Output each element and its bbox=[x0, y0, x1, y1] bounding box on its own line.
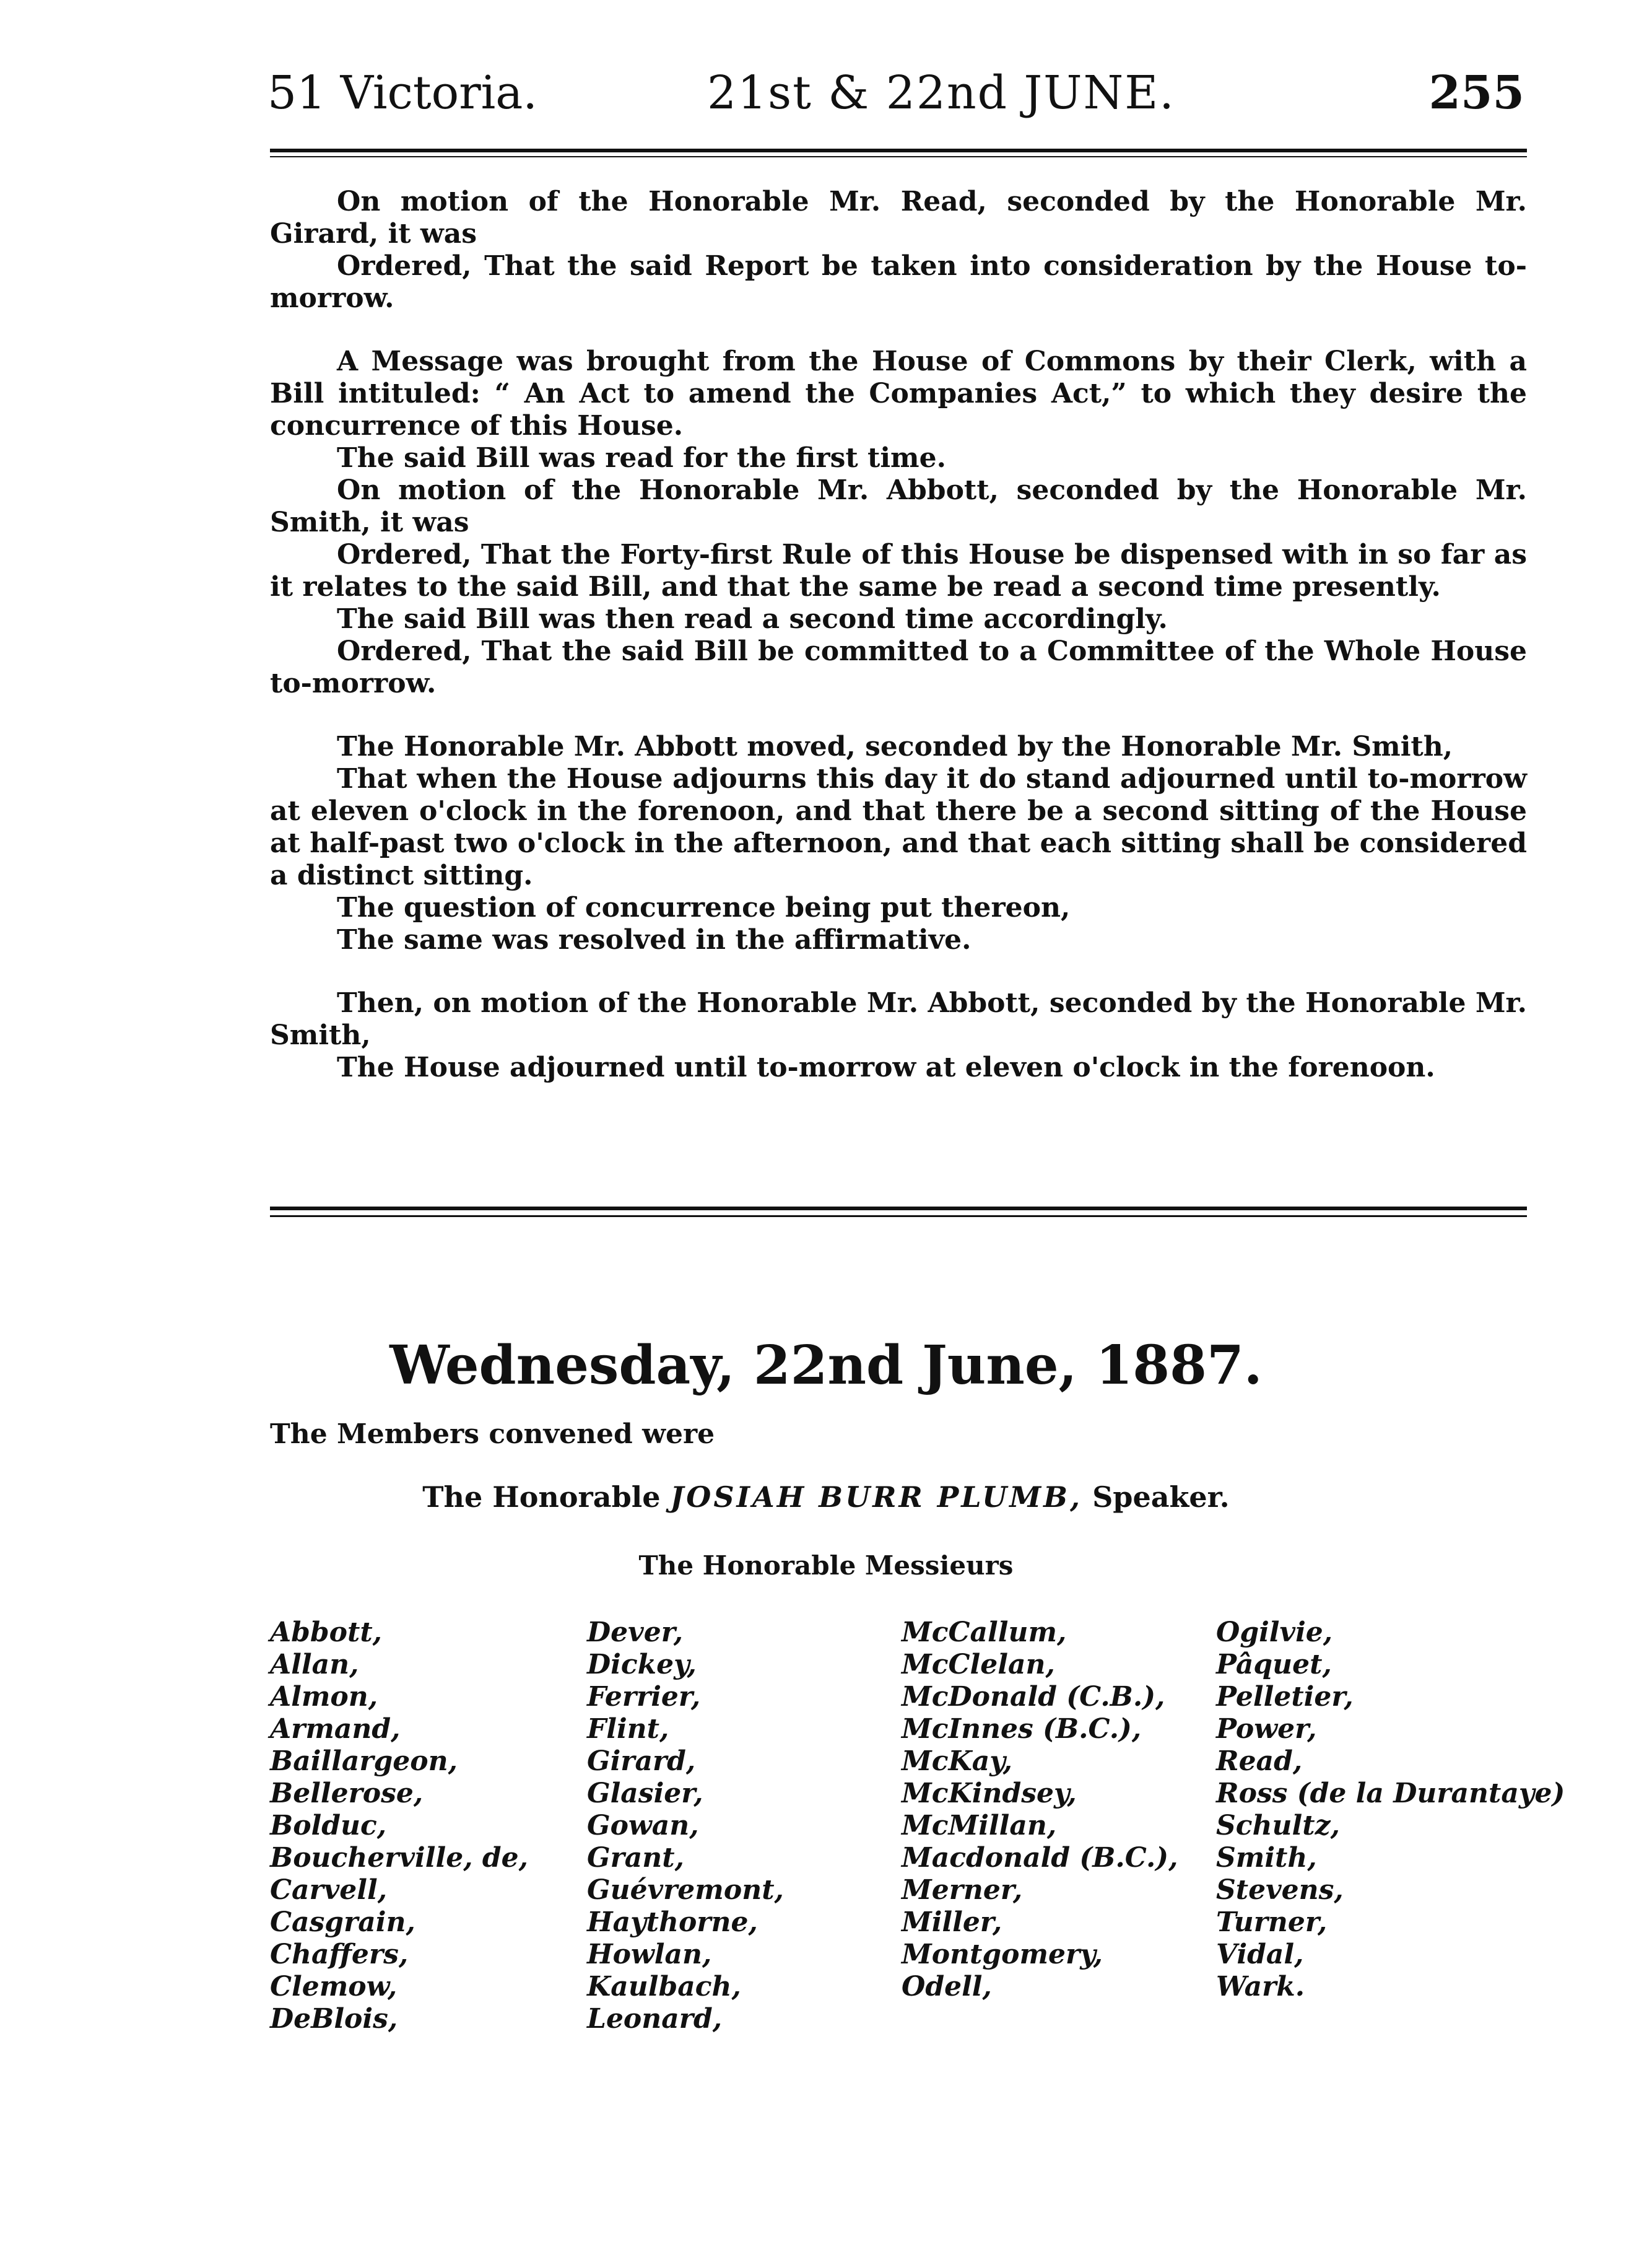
member-name: Carvell, bbox=[270, 1874, 388, 1906]
paragraph: The question of concurrence being put thereon, bbox=[337, 892, 1071, 923]
messieurs-heading: The Honorable Messieurs bbox=[638, 1550, 1014, 1581]
member-name: McKay, bbox=[902, 1745, 1012, 1777]
member-name: Ross (de la Durantaye) bbox=[1216, 1778, 1565, 1809]
header-regnal-year: 51 Victoria. bbox=[267, 66, 537, 120]
members-column-2 bbox=[587, 1617, 784, 2035]
member-name: Wark. bbox=[1216, 1971, 1305, 2002]
member-name: Haythorne, bbox=[587, 1906, 758, 1938]
member-name: Power, bbox=[1216, 1713, 1317, 1745]
header-dates: 21st & 22nd JUNE. bbox=[707, 66, 1175, 120]
sitting-date-heading: Wednesday, 22nd June, 1887. bbox=[389, 1334, 1263, 1397]
paragraph: The House adjourned until to-morrow at eleven o'clock in the forenoon. bbox=[337, 1052, 1435, 1083]
member-name: Grant, bbox=[587, 1842, 684, 1874]
speaker-name: JOSIAH BURR PLUMB, bbox=[670, 1480, 1083, 1514]
paragraph: Ordered, That the said Bill be committed to a Committee of the Whole House to-morrow. bbox=[270, 635, 1527, 699]
proceedings-june-21 bbox=[270, 186, 1527, 1084]
member-name: Guévremont, bbox=[587, 1874, 784, 1906]
paragraph: Then, on motion of the Honorable Mr. Abbott, seconded by the Honorable Mr. Smith, bbox=[270, 987, 1527, 1051]
member-name: Ogilvie, bbox=[1216, 1617, 1333, 1648]
member-name: Pâquet, bbox=[1216, 1649, 1332, 1680]
paragraph: On motion of the Honorable Mr. Read, seconded by the Honorable Mr. Girard, it was bbox=[270, 186, 1527, 250]
member-name: Montgomery, bbox=[902, 1939, 1103, 1970]
member-name: Chaffers, bbox=[270, 1939, 409, 1970]
member-name: Baillargeon, bbox=[270, 1745, 458, 1777]
member-name: Dever, bbox=[587, 1617, 684, 1648]
member-name: Smith, bbox=[1216, 1842, 1317, 1874]
paragraph: On motion of the Honorable Mr. Abbott, seconded by the Honorable Mr. Smith, it was bbox=[270, 474, 1527, 538]
member-name: Clemow, bbox=[270, 1971, 398, 2002]
member-name: Dickey, bbox=[587, 1649, 697, 1680]
member-name: Miller, bbox=[902, 1906, 1002, 1938]
member-name: Glasier, bbox=[587, 1778, 703, 1809]
member-name: McCallum, bbox=[902, 1617, 1067, 1648]
member-name: DeBlois, bbox=[270, 2003, 398, 2035]
member-name: Allan, bbox=[270, 1649, 359, 1680]
page-number: 255 bbox=[1428, 66, 1524, 120]
header-rule bbox=[270, 149, 1527, 152]
member-name: Casgrain, bbox=[270, 1906, 415, 1938]
section-rule bbox=[270, 1207, 1527, 1210]
member-name: Schultz, bbox=[1216, 1810, 1340, 1841]
member-name: McDonald (C.B.), bbox=[902, 1681, 1165, 1713]
member-name: Stevens, bbox=[1216, 1874, 1344, 1906]
paragraph: A Message was brought from the House of Commons by their Clerk, with a Bill intituled: “ An Act to amend the Companies Act,” to which they desire the concurrence of this House. bbox=[270, 346, 1527, 442]
member-name: Vidal, bbox=[1216, 1939, 1304, 1970]
paragraph: The said Bill was read for the first time. bbox=[337, 442, 946, 474]
member-name: Almon, bbox=[270, 1681, 378, 1713]
member-name: McInnes (B.C.), bbox=[902, 1713, 1142, 1745]
member-name: Howlan, bbox=[587, 1939, 712, 1970]
paragraph: The Honorable Mr. Abbott moved, seconded by the Honorable Mr. Smith, bbox=[337, 731, 1453, 762]
paragraph: The same was resolved in the affirmative. bbox=[337, 924, 972, 956]
member-name: McKindsey, bbox=[902, 1778, 1077, 1809]
member-name: Boucherville, de, bbox=[270, 1842, 528, 1874]
members-column-4 bbox=[1216, 1617, 1565, 2003]
member-name: Bolduc, bbox=[270, 1810, 387, 1841]
section-rule-thin bbox=[270, 1215, 1527, 1217]
member-name: Gowan, bbox=[587, 1810, 699, 1841]
member-name: Read, bbox=[1216, 1745, 1303, 1777]
member-name: Abbott, bbox=[270, 1617, 382, 1648]
members-column-1 bbox=[270, 1617, 528, 2035]
member-name: Pelletier, bbox=[1216, 1681, 1354, 1713]
member-name: Kaulbach, bbox=[587, 1971, 741, 2002]
member-name: Merner, bbox=[902, 1874, 1023, 1906]
speaker-prefix: The Honorable bbox=[422, 1480, 661, 1514]
paragraph: The said Bill was then read a second time accordingly. bbox=[337, 603, 1168, 635]
member-name: Leonard, bbox=[587, 2003, 723, 2035]
paragraph: Ordered, That the said Report be taken into consideration by the House to-morrow. bbox=[270, 250, 1527, 314]
speaker-line bbox=[0, 1480, 1652, 1514]
member-name: Girard, bbox=[587, 1745, 696, 1777]
member-name: Odell, bbox=[902, 1971, 992, 2002]
speaker-title: Speaker. bbox=[1092, 1480, 1230, 1514]
header-rule-thin bbox=[270, 156, 1527, 157]
paragraph: That when the House adjourns this day it do stand adjourned until to-morrow at eleven o'clock in the forenoon, and that there be a second sitting of the House at half-past two o'clock in the afternoon, and that each sitting shall be considered a distinct sitting. bbox=[270, 763, 1527, 891]
paragraph: Ordered, That the Forty-first Rule of this House be dispensed with in so far as it relates to the said Bill, and that the same be read a second time presently. bbox=[270, 539, 1527, 603]
member-name: McClelan, bbox=[902, 1649, 1055, 1680]
member-name: Armand, bbox=[270, 1713, 401, 1745]
member-name: Ferrier, bbox=[587, 1681, 701, 1713]
member-name: Turner, bbox=[1216, 1906, 1328, 1938]
member-name: Macdonald (B.C.), bbox=[902, 1842, 1178, 1874]
members-convened-line: The Members convened were bbox=[270, 1418, 715, 1450]
member-name: McMillan, bbox=[902, 1810, 1057, 1841]
members-column-3 bbox=[902, 1617, 1178, 2003]
member-name: Bellerose, bbox=[270, 1778, 424, 1809]
member-name: Flint, bbox=[587, 1713, 669, 1745]
